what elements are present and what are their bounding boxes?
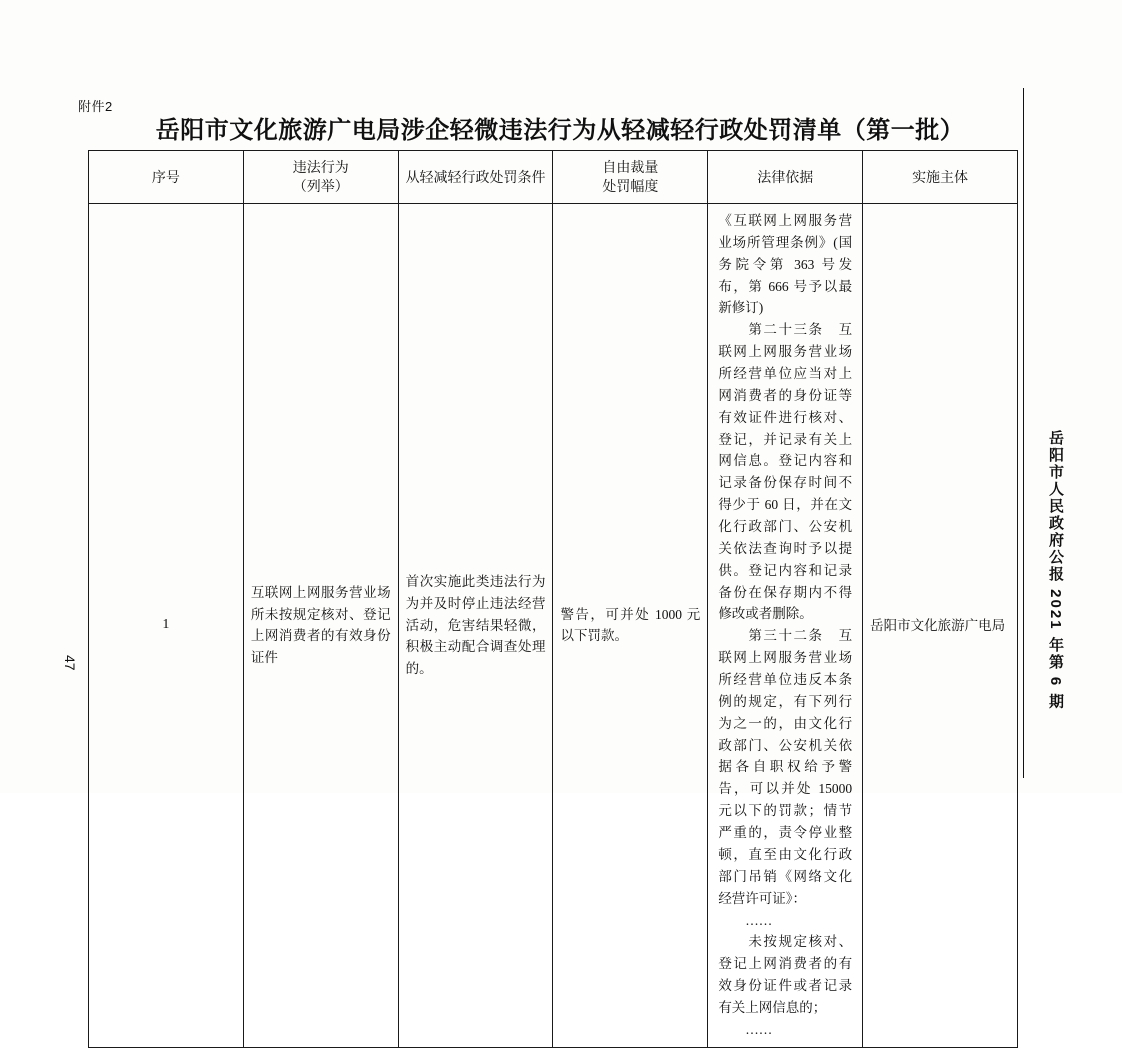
table-body xyxy=(89,204,1018,1048)
column-header-seq-label: 序号 xyxy=(151,168,180,185)
page-number: 47 xyxy=(62,655,78,671)
cell-act-text: 互联网上网服务营业场所未按规定核对、登记上网消费者的有效身份证件 xyxy=(250,585,391,665)
cell-basis-text: 《互联网上网服务营业场所管理条例》(国务院令第 363 号发布，第 666 号予以最新修订) 第二十三条 互联网上网服务营业场所经营单位应当对上网消费者的身份证等有效证件进行核对、登记，并记录有关上网信息。登记内容和记录备份保存时间不得少于 60 日，并在文化行政部门、公安机关依法查询时予以提供。登记内容和记录备份在保存期内不得修改或者删除。 第三十二条 互联网上网服务营业场所经营单位违反本条例的规定，有下列行为之一的，由文化行政部门、公安机关依据各自职权给予警告，可以并处 15000 元以下的罚款；情节严重的，责令停业整顿，直至由文化行政部门吊销《网络文化经营许可证》： …… 未按规定核对、登记上网消费者的有效身份证件或者记录有关上网信息的； …… xyxy=(718,213,853,1037)
column-header-condition-label: 从轻减轻行政处罚条件 xyxy=(405,168,546,185)
column-header-range-label: 自由裁量 处罚幅度 xyxy=(602,159,659,194)
table-header-row xyxy=(89,151,1018,204)
cell-act xyxy=(243,204,398,1048)
cell-condition-text: 首次实施此类违法行为为并及时停止违法经营活动，危害结果轻微，积极主动配合调查处理的。 xyxy=(405,574,546,676)
table-header xyxy=(89,151,1018,204)
cell-subject-text: 岳阳市文化旅游广电局 xyxy=(870,617,1006,633)
running-head: 岳阳市人民政府公报 2021 年第 6 期 xyxy=(1047,430,1064,711)
column-header-range xyxy=(553,151,708,204)
column-header-subject-label: 实施主体 xyxy=(912,168,969,185)
column-header-act-label: 违法行为 （列举） xyxy=(292,159,349,194)
column-header-subject xyxy=(863,151,1018,204)
column-header-seq xyxy=(89,151,244,204)
page-title: 岳阳市文化旅游广电局涉企轻微违法行为从轻减轻行政处罚清单（第一批） xyxy=(155,117,965,144)
column-header-act xyxy=(243,151,398,204)
cell-condition xyxy=(398,204,553,1048)
cell-range xyxy=(553,204,708,1048)
column-header-basis-label: 法律依据 xyxy=(757,168,814,185)
cell-subject xyxy=(863,204,1018,1048)
column-header-basis xyxy=(708,151,863,204)
attachment-label: 附件2 xyxy=(78,99,113,114)
penalty-list-table xyxy=(88,150,1018,1048)
cell-seq: 1 xyxy=(89,204,244,1048)
cell-range-text: 警告，可并处 1000 元以下罚款。 xyxy=(560,606,701,644)
cell-basis xyxy=(708,204,863,1048)
column-header-condition xyxy=(398,151,553,204)
table-row xyxy=(89,204,1018,1048)
page-side-rule xyxy=(1023,88,1024,778)
